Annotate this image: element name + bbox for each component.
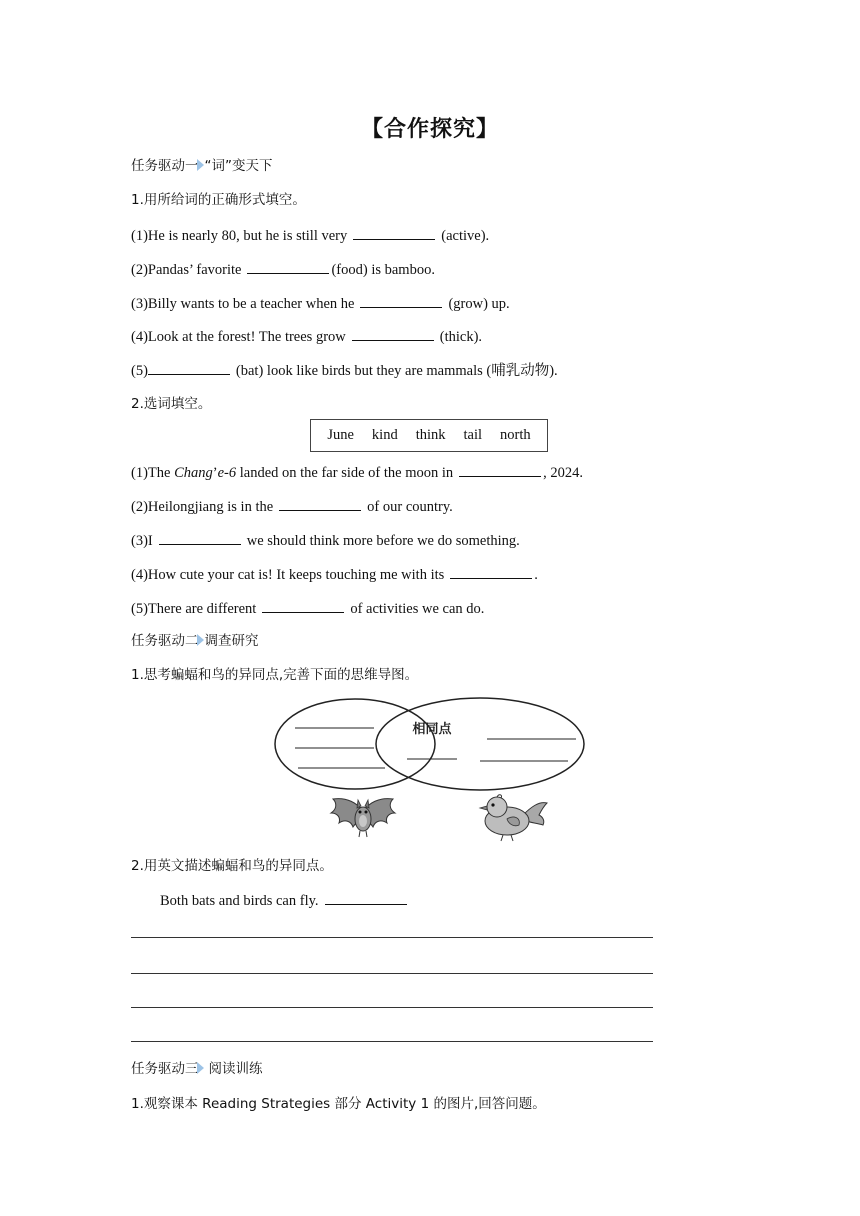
bird-ellipse (376, 698, 584, 790)
answer-blank[interactable] (352, 326, 434, 341)
item-hint: we should think more before we do something. (246, 533, 520, 549)
item-text: landed on the far side of the moon in (236, 465, 454, 481)
item-hint: (food) is bamboo. (331, 262, 435, 278)
writing-line-4[interactable] (131, 1041, 653, 1042)
q2-item-1 (131, 462, 583, 483)
example-sentence (160, 890, 413, 911)
answer-blank[interactable] (262, 598, 344, 613)
answer-blank[interactable] (279, 496, 361, 511)
word-bank-item: tail (463, 427, 483, 443)
q2-item-3 (131, 530, 520, 551)
task3-heading (131, 1059, 263, 1079)
item-text: (5) (131, 363, 148, 379)
task1-q2-title: 2.选词填空。 (131, 396, 212, 412)
item-hint: of our country. (367, 499, 453, 515)
answer-blank[interactable] (360, 293, 442, 308)
answer-blank[interactable] (459, 462, 541, 477)
item-hint: (thick). (439, 329, 483, 345)
word-bank (310, 419, 548, 452)
task3-heading-topic: 阅读训练 (208, 1061, 263, 1077)
task3-q1-title: 1.观察课本 Reading Strategies 部分 Activity 1 的图片,回答问题。 (131, 1096, 546, 1112)
item-text-italic: Chang (174, 465, 213, 481)
q1-item-2 (131, 259, 435, 280)
writing-line-2[interactable] (131, 973, 653, 974)
answer-blank[interactable] (148, 360, 230, 375)
item-text: (3)Billy wants to be a teacher when he (131, 296, 355, 312)
word-bank-item: kind (371, 427, 398, 443)
answer-blank[interactable] (325, 890, 407, 905)
task2-q1-title: 1.思考蝙蝠和鸟的异同点,完善下面的思维导图。 (131, 667, 419, 683)
q2-item-2 (131, 496, 453, 517)
item-text: (4)Look at the forest! The trees grow (131, 329, 346, 345)
word-bank-item: north (500, 427, 531, 443)
example-text: Both bats and birds can fly. (160, 893, 319, 909)
word-bank-item: think (415, 427, 446, 443)
item-hint: , 2024. (543, 465, 584, 481)
q1-item-3 (131, 293, 510, 314)
task1-heading-topic: “词”变天下 (204, 158, 273, 174)
item-text: (5)There are different (131, 601, 257, 617)
q2-item-5 (131, 598, 484, 619)
item-hint: (active). (441, 228, 490, 244)
item-hint: (grow) up. (448, 296, 510, 312)
task2-heading-label: 任务驱动二 (131, 633, 199, 649)
item-hint: of activities we can do. (350, 601, 485, 617)
item-text: (1)The (131, 465, 175, 481)
item-text: ’ (212, 465, 218, 481)
answer-blank[interactable] (450, 564, 532, 579)
item-text: (3)I (131, 533, 153, 549)
venn-diagram (270, 694, 590, 794)
bat-ellipse (275, 699, 435, 789)
answer-blank[interactable] (247, 259, 329, 274)
task3-heading-label: 任务驱动三 (131, 1061, 199, 1077)
item-text: (2)Heilongjiang is in the (131, 499, 274, 515)
arrow-icon (197, 1062, 204, 1074)
q1-item-4 (131, 326, 482, 347)
item-hint: (bat) look like birds but they are mammals (哺乳动物). (235, 363, 558, 379)
item-text: (2)Pandas’ favorite (131, 262, 242, 278)
bird-icon (477, 793, 551, 845)
item-hint: . (534, 567, 538, 583)
item-text: (1)He is nearly 80, but he is still very (131, 228, 348, 244)
task2-heading-topic: 调查研究 (204, 633, 259, 649)
q1-item-5 (131, 360, 558, 381)
task2-q2-title: 2.用英文描述蝙蝠和鸟的异同点。 (131, 858, 333, 874)
writing-line-3[interactable] (131, 1007, 653, 1008)
writing-line-1[interactable] (131, 937, 653, 938)
arrow-icon (197, 159, 204, 171)
venn-center-label: 相同点 (412, 722, 452, 737)
q1-item-1 (131, 225, 489, 246)
bat-icon (327, 793, 399, 845)
task1-heading-label: 任务驱动一 (131, 158, 199, 174)
answer-blank[interactable] (353, 225, 435, 240)
task1-q1-title: 1.用所给词的正确形式填空。 (131, 192, 306, 208)
task1-heading (131, 156, 273, 176)
word-bank-item: June (327, 427, 354, 443)
arrow-icon (197, 634, 204, 646)
task2-heading (131, 631, 259, 651)
q2-item-4 (131, 564, 538, 585)
item-text-italic: e-6 (217, 465, 237, 481)
item-text: (4)How cute your cat is! It keeps touching me with its (131, 567, 445, 583)
answer-blank[interactable] (159, 530, 241, 545)
page-title: 【合作探究】 (360, 117, 499, 142)
